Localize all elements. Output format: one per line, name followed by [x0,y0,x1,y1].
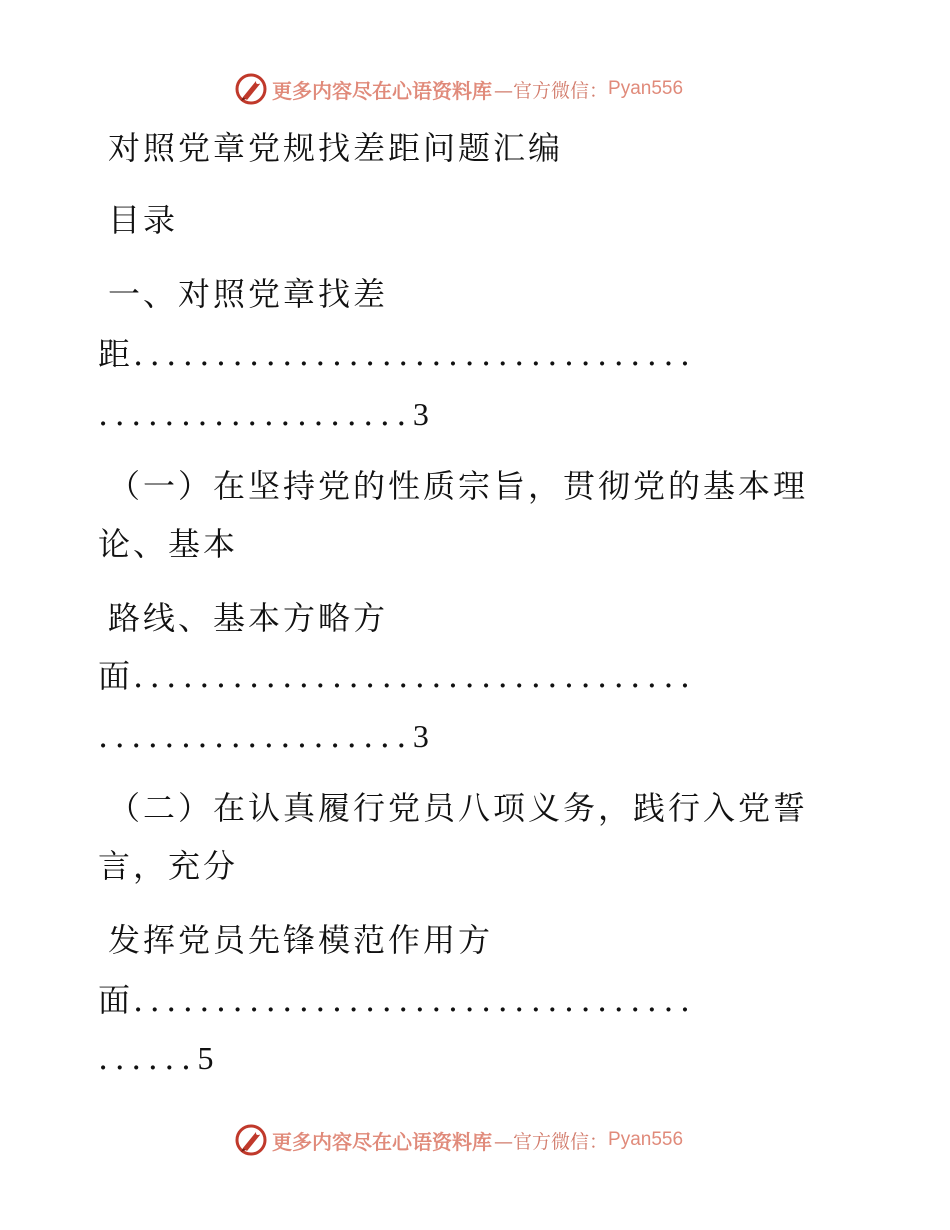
toc-leader-dots: ................... [98,395,413,433]
toc-page-number: 3 [412,718,429,754]
toc-entry-1-line-3 [98,394,429,434]
watermark-label: —官方微信： [494,1130,609,1153]
watermark-brand: 更多内容尽在心语资料库 [272,1129,492,1154]
toc-page-number: 5 [197,1040,214,1076]
pen-logo-icon [234,72,268,106]
toc-leader-dots: .................................. [133,335,697,373]
toc-entry-2-line-1: （一）在坚持党的性质宗旨，贯彻党的基本理 [108,467,809,505]
pen-logo-icon [234,1123,268,1157]
toc-page-number: 3 [412,396,429,432]
toc-leader-dots: .................................. [133,657,697,695]
header-watermark [234,72,683,106]
toc-entry-3-line-5 [98,1038,213,1078]
watermark-wechat-id: Pyan556 [608,78,684,99]
toc-heading: 目录 [108,201,179,239]
toc-leader-dots: ...... [98,1039,198,1077]
document-title: 对照党章党规找差距问题汇编 [108,129,564,167]
toc-entry-2-line-4 [98,656,696,696]
footer-watermark [234,1123,683,1157]
toc-entry-3-line-3: 发挥党员先锋模范作用方 [108,921,494,959]
toc-entry-3-line-2: 言，充分 [98,847,239,885]
watermark-wechat-id: Pyan556 [608,1129,684,1150]
toc-leader-dots: .................................. [133,981,697,1019]
toc-entry-2-line-3: 路线、基本方略方 [108,599,389,637]
watermark-brand: 更多内容尽在心语资料库 [272,78,492,103]
toc-entry-1-line-1: 一、对照党章找差 [108,275,389,313]
toc-entry-1-line-2 [98,334,696,374]
toc-leader-dots: ................... [98,717,413,755]
toc-entry-3-text: 面 [98,981,134,1019]
toc-entry-1-text: 距 [98,335,134,373]
toc-entry-3-line-1: （二）在认真履行党员八项义务，践行入党誓 [108,789,809,827]
toc-entry-2-line-2: 论、基本 [98,525,239,563]
toc-entry-2-text: 面 [98,657,134,695]
toc-entry-2-line-5 [98,716,429,756]
watermark-label: —官方微信： [494,79,609,102]
toc-entry-3-line-4 [98,980,696,1020]
